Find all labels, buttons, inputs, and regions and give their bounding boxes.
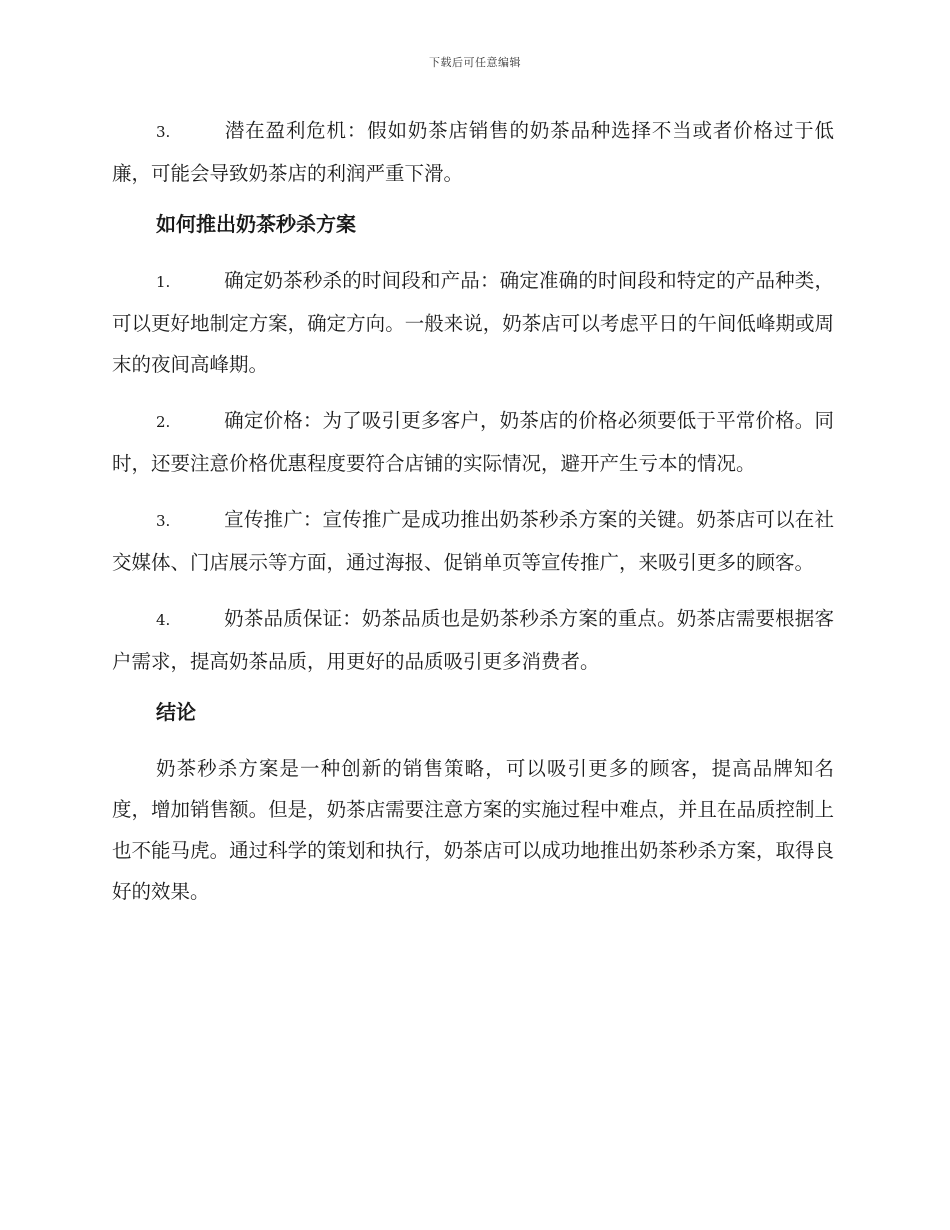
list-item-how-4 [112,598,834,682]
list-item-number: 3. [156,123,171,141]
list-item-number: 4. [156,611,171,629]
list-item-text: 确定奶茶秒杀的时间段和产品：确定准确的时间段和特定的产品种类，可以更好地制定方案，确定方向。一般来说，奶茶店可以考虑平日的午间低峰期或周末的夜间高峰期。 [112,269,834,376]
document-body [112,110,834,912]
conclusion-paragraph: 奶茶秒杀方案是一种创新的销售策略，可以吸引更多的顾客，提高品牌知名度，增加销售额。但是，奶茶店需要注意方案的实施过程中难点，并且在品质控制上也不能马虎。通过科学的策划和执行，奶茶店可以成功地推出奶茶秒杀方案，取得良好的效果。 [112,757,834,903]
list-item-how-1 [112,260,834,385]
list-item-risk-3 [112,110,834,194]
list-item-text: 确定价格：为了吸引更多客户，奶茶店的价格必须要低于平常价格。同时，还要注意价格优惠程度要符合店铺的实际情况，避开产生亏本的情况。 [112,409,834,475]
list-item-text: 奶茶品质保证：奶茶品质也是奶茶秒杀方案的重点。奶茶店需要根据客户需求，提高奶茶品质，用更好的品质吸引更多消费者。 [112,607,834,673]
list-item-number: 2. [156,413,171,431]
section-heading-how: 如何推出奶茶秒杀方案 [156,212,356,236]
section-heading-conclusion: 结论 [156,700,196,724]
list-item-how-2 [112,400,834,484]
list-item-text: 宣传推广：宣传推广是成功推出奶茶秒杀方案的关键。奶茶店可以在社交媒体、门店展示等方面，通过海报、促销单页等宣传推广，来吸引更多的顾客。 [112,508,834,574]
list-item-text: 潜在盈利危机：假如奶茶店销售的奶茶品种选择不当或者价格过于低廉，可能会导致奶茶店的利润严重下滑。 [112,119,834,185]
list-item-number: 3. [156,512,171,530]
list-item-number: 1. [156,273,171,291]
list-item-how-3 [112,499,834,583]
page-header-note: 下载后可任意编辑 [429,56,521,69]
